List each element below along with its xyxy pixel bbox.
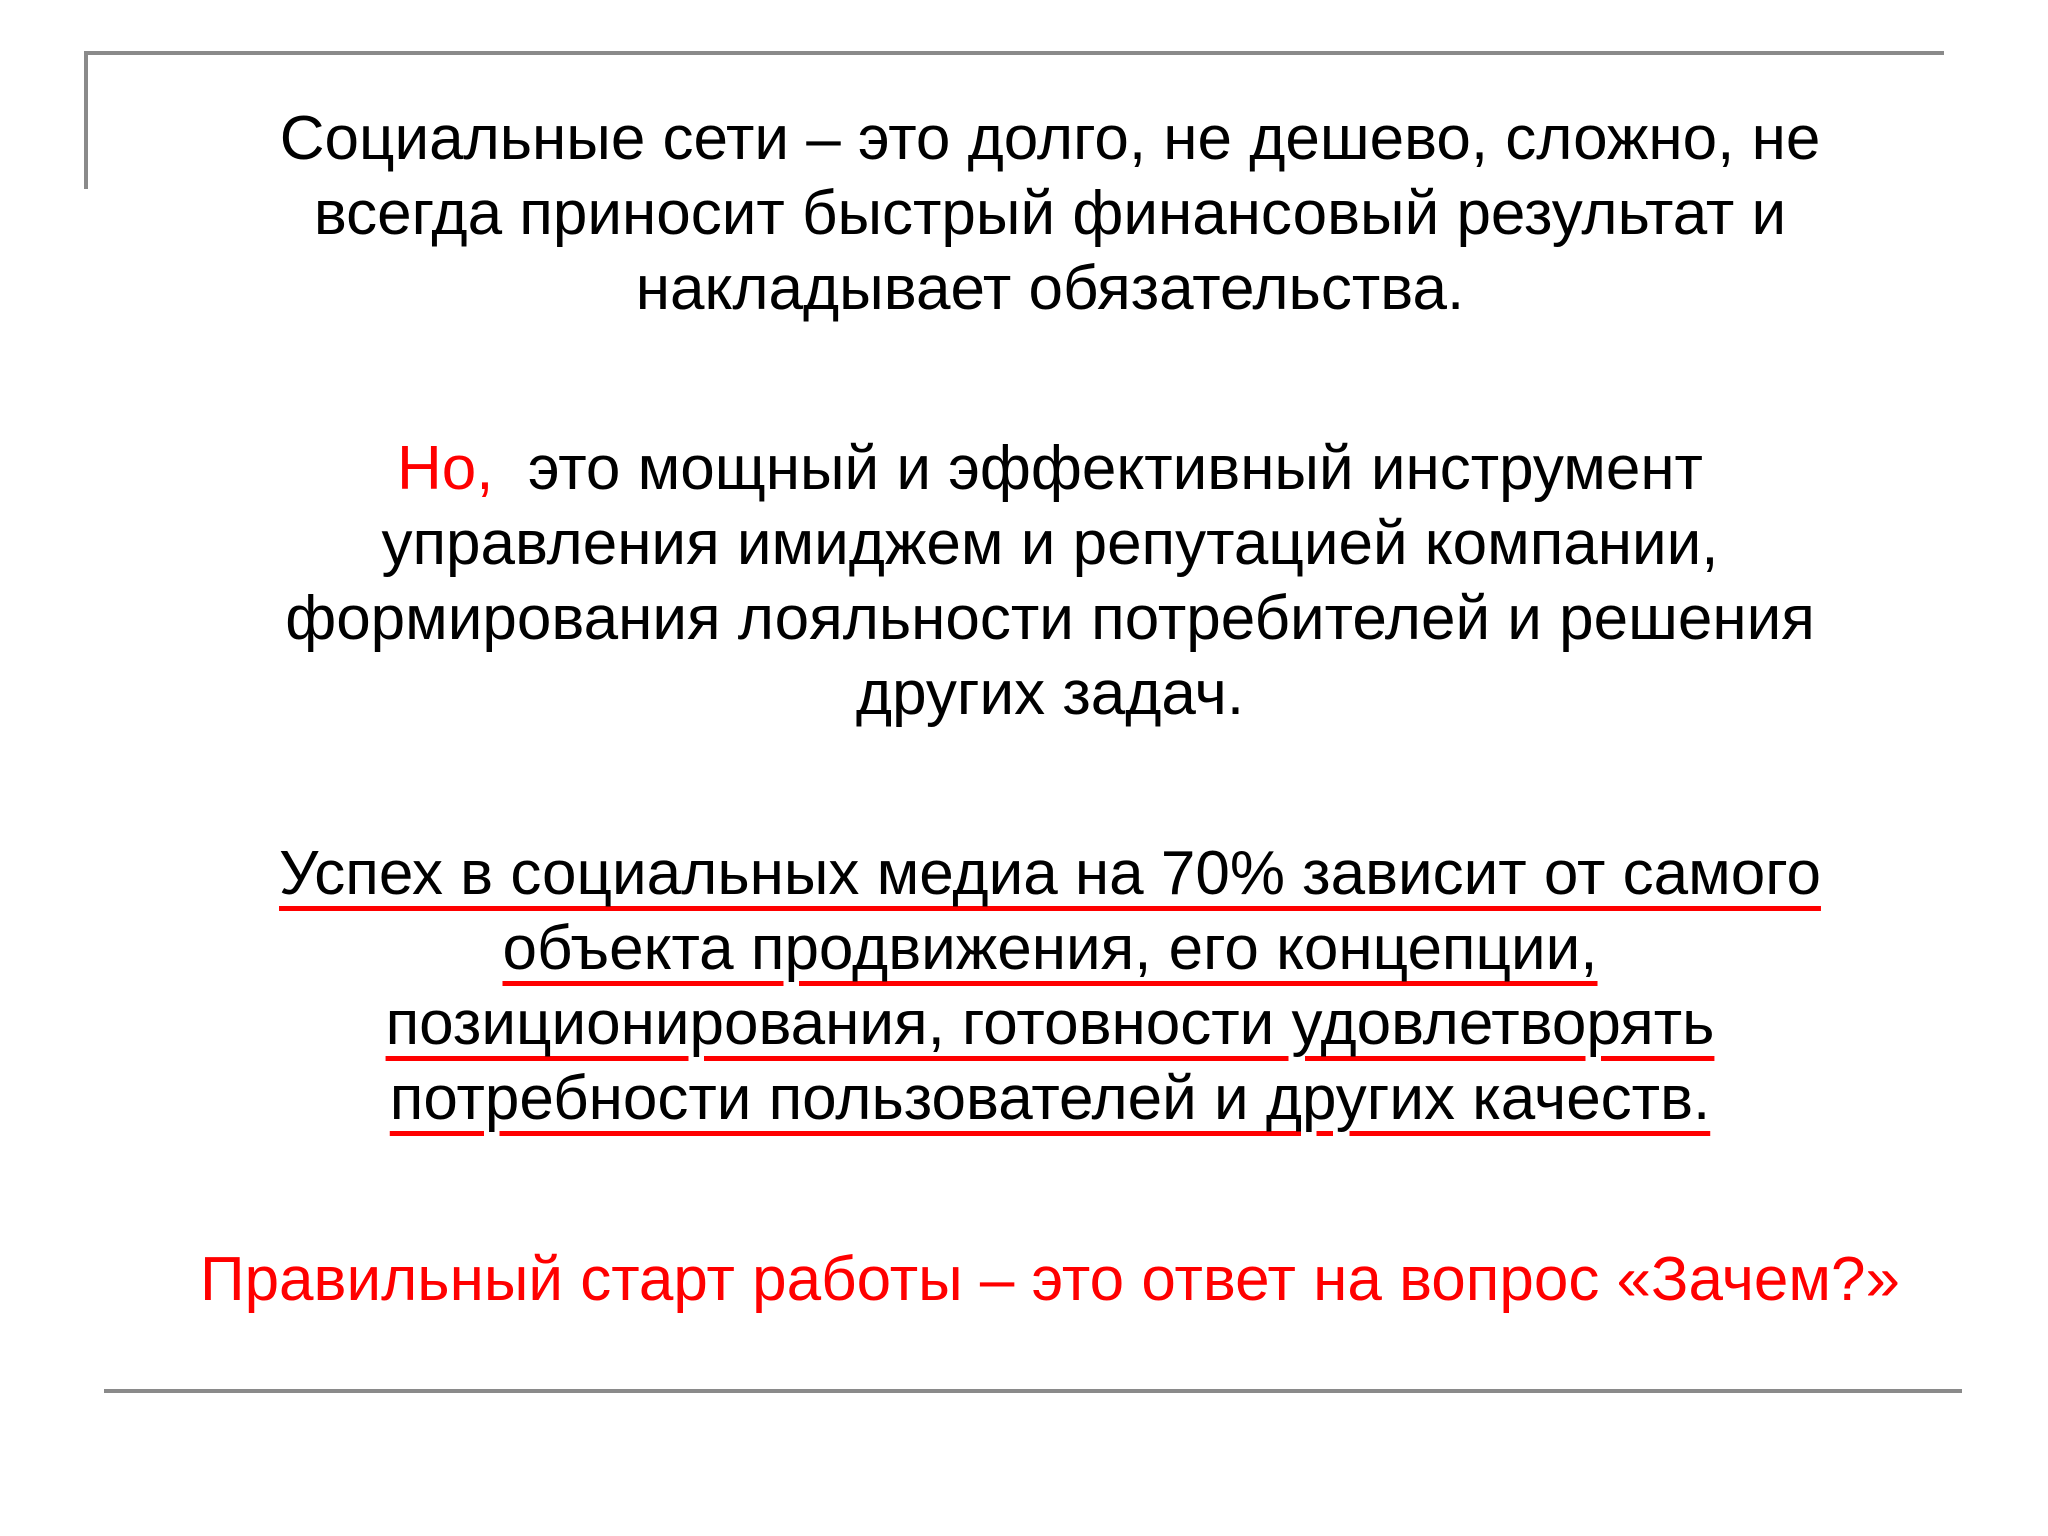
paragraph-intro-line: накладывает обязательства. <box>635 254 1465 323</box>
paragraph-success-line: потребности пользователей и других качеств. <box>389 1064 1711 1133</box>
paragraph-success <box>80 836 2020 1136</box>
frame-bottom-rule <box>104 1389 1962 1393</box>
paragraph-success-line: Успех в социальных медиа на 70% зависит от самого <box>279 839 1821 908</box>
paragraph-but-line: формирования лояльности потребителей и решения <box>285 584 1815 653</box>
paragraph-start-why: Правильный старт работы – это ответ на вопрос «Зачем?» <box>200 1245 1900 1314</box>
paragraph-success-line: объекта продвижения, его концепции, <box>502 914 1598 983</box>
paragraph-intro <box>80 101 2020 326</box>
paragraph-but <box>80 431 2020 731</box>
but-word: Но, <box>397 434 494 503</box>
paragraph-but-line: управления имиджем и репутацией компании, <box>381 509 1719 578</box>
paragraph-but-line-first <box>80 431 2020 506</box>
paragraph-but-line: это мощный и эффективный инструмент <box>493 434 1703 503</box>
paragraph-intro-line: всегда приносит быстрый финансовый результат и <box>313 179 1787 248</box>
paragraph-success-line: позиционирования, готовности удовлетворять <box>385 989 1715 1058</box>
paragraph-intro-line: Социальные сети – это долго, не дешево, сложно, не <box>279 104 1821 173</box>
paragraph-but-line: других задач. <box>855 659 1245 728</box>
frame-top-rule <box>84 51 1944 55</box>
